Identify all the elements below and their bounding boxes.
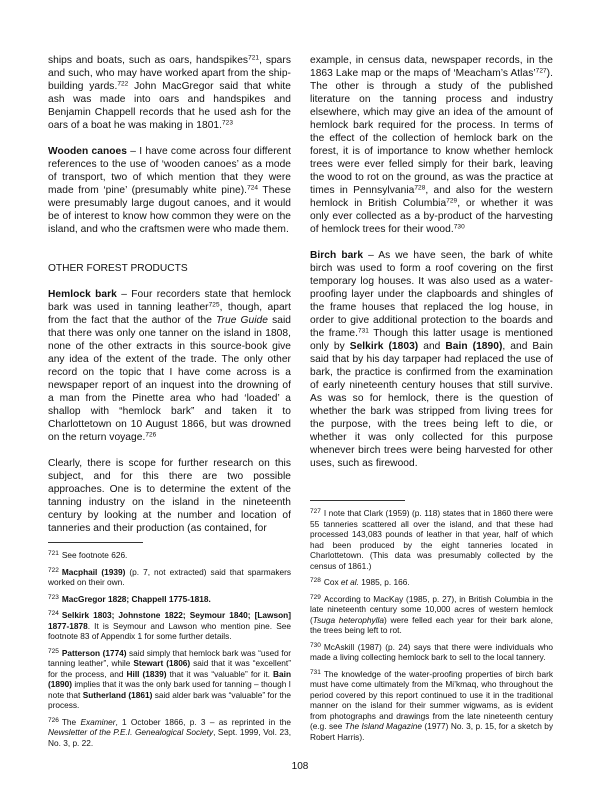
footnote-ref-724: 724 bbox=[247, 184, 259, 192]
left-column bbox=[48, 54, 291, 753]
footnote-726: $^{726}$ The Examiner, 1 October 1866, p. 3 – as reprinted in the Newsletter of the P.E.I. Genealogical Society, Sept. 1999, Vol. 23, No. 3, p. 22. bbox=[48, 716, 291, 748]
footnote-721: $^{721}$ See footnote 626. bbox=[48, 550, 128, 560]
page-number: 108 bbox=[291, 761, 309, 772]
paragraph-birch-bark: Birch bark – As we have seen, the bark of white birch was used to form a roof covering on the first temporary log houses. It was also used as a water-proofing layer under the clapboards and shingles of the frame houses that replaced the log house, in order to give additional protection to the boards and the frame.$^{731}$ Though this latter usage is mentioned only by Selkirk (1803) and Bain (1890), and Bain said that by his day tarpaper had replaced the use of bark, the practice is confirmed from the examination of early nineteenth century houses that still survive. As was so for hemlock, there is the question of whether the bark was stripped from living trees for the purpose, with the trees being left to die, or whether it was only collected for this purpose whenever birch trees were being harvested for other uses, such as firewood. bbox=[310, 250, 554, 469]
footnote-ref-727: 727 bbox=[535, 67, 547, 75]
footnote-ref-726: 726 bbox=[145, 431, 157, 439]
footnote-729: $^{729}$ According to MacKay (1985, p. 27), in British Columbia in the late nineteenth century some 10,000 acres of western hemlock (Tsuga heterophylla) were felled each year for their bark alone, the trees being left to rot. bbox=[310, 593, 553, 635]
footnote-divider-right bbox=[310, 500, 405, 501]
footnote-725: $^{725}$ Patterson (1774) said simply that hemlock bark was “used for tanning leather”, while Stewart (1806) said that it was “excellent” for the process, and Hill (1839) that it was “valuable” for it. Bain (1890) implies that it was the only bark used for tanning – though I note that Sutherland (1861) said alder bark was “valuable” for the process. bbox=[48, 647, 292, 710]
footnote-ref-730: 730 bbox=[453, 223, 465, 231]
birch-bark-heading: Birch bark bbox=[310, 250, 364, 261]
wooden-canoes-heading: Wooden canoes bbox=[48, 146, 127, 157]
footnote-730: $^{730}$ McAskill (1987) (p. 24) says that there were individuals who made a living collecting hemlock bark to sell to the local tannery. bbox=[310, 641, 553, 662]
footnote-728: $^{728}$ Cox et al. 1985, p. 166. bbox=[310, 577, 410, 587]
footnote-724: $^{724}$ Selkirk 1803; Johnstone 1822; Seymour 1840; [Lawson] 1877-1878. It is Seymour and Lawson who mention pine. See footnote 83 of Appendix 1 for some further details. bbox=[48, 610, 291, 641]
paragraph-hemlock-bark: Hemlock bark – Four recorders state that hemlock bark was used in tanning leather$^{725}$, though, apart from the fact that the author of the True Guide said that there was only one tanner on the island in 1808, none of the other extracts in this source-book give any idea of the extent of the trade. The only other record on the topic that I have come across is a newspaper report of an inquest into the drowning of a man from the Pinette area who had ‘loaded’ a shallop with “hemlock bark” and taken it to Charlottetown on 10 August 1866, but was drowned on the return voyage.$^{726}$ bbox=[48, 289, 292, 443]
footnote-722: $^{722}$ Macphail (1939) (p. 7, not extracted) said that sparmakers worked on their own. bbox=[48, 566, 291, 587]
footnote-731: $^{731}$ The knowledge of the water-proofing properties of birch bark must have come ultimately from the Mi’kmaq, who throughout the period covered by this report continued to use it in the traditional manner on the island for their summer wigwams, as is evident from photographs and drawings from the late nineteenth century (e.g. see The Island Magazine (1977) No. 3, p. 15, for a sketch by Robert Harris). bbox=[310, 668, 553, 742]
footnotes-left bbox=[48, 549, 291, 748]
footnote-727: $^{727}$ I note that Clark (1959) (p. 118) states that in 1860 there were 55 tanneries scattered all over the island, and that these had processed 143,083 pounds of leather in that year, half of which had been produced by the eight tanneries located in Charlottetown. (This data was presumably collected by the census of 1861.) bbox=[310, 508, 553, 571]
footnote-divider bbox=[48, 542, 143, 543]
right-column bbox=[310, 54, 553, 747]
footnote-ref-728: 728 bbox=[414, 184, 426, 192]
paragraph-further-research: Clearly, there is scope for further research on this subject, and for this there are two possible approaches. One is to determine the extent of the tanning industry on the island in the nineteenth century by looking at the number and location of tanneries and their production (as contained, for bbox=[48, 458, 291, 534]
hemlock-bark-heading: Hemlock bark bbox=[48, 289, 117, 300]
footnote-ref-722: 722 bbox=[117, 80, 129, 88]
footnote-ref-729: 729 bbox=[446, 197, 458, 205]
footnotes-right bbox=[310, 507, 553, 742]
section-heading-other-forest-products: OTHER FOREST PRODUCTS bbox=[48, 263, 188, 274]
footnote-ref-723: 723 bbox=[222, 119, 234, 127]
footnote-ref-721: 721 bbox=[248, 54, 260, 62]
paragraph-ships-and-boats: ships and boats, such as oars, handspikes$^{721}$, spars and such, who may have worked apart from the ship-building yards.$^{722}$ John MacGregor said that white ash was made into oars and handspikes and Benjamin Chappell records that he used ash for the oars of a boat he was making in 1801.$^{723}$ bbox=[48, 54, 291, 131]
paragraph-census-data: example, in census data, newspaper records, in the 1863 Lake map or the maps of ‘Meacham’s Atlas’$^{727}$). The other is through a study of the published literature on the tanning process and industry elsewhere, which may give an idea of the amount of hemlock bark required for the process. In terms of the effect of the collection of hemlock bark on the forest, it is of importance to know whether hemlock trees were ever felled simply for their bark, leaving the wood to rot on the ground, as was the practice at times in Pennsylvania$^{728}$, and also for the western hemlock in British Columbia$^{729}$, or whether it was only ever collected as a by-product of the harvesting of hemlock trees for their wood.$^{730}$ bbox=[310, 55, 553, 235]
footnote-ref-731: 731 bbox=[357, 327, 369, 335]
footnote-723: $^{723}$ MacGregor 1828; Chappell 1775-1818. bbox=[48, 593, 211, 604]
paragraph-wooden-canoes: Wooden canoes – I have come across four different references to the use of ‘wooden canoes’ as a mode of transport, two of which mention that they were made from ‘pine’ (presumably white pine).$^{724}$ These were presumably large dugout canoes, and it would be of interest to know how common they were on the island, and who the craftsmen were who made them. bbox=[48, 146, 291, 235]
footnote-ref-725: 725 bbox=[208, 301, 220, 309]
